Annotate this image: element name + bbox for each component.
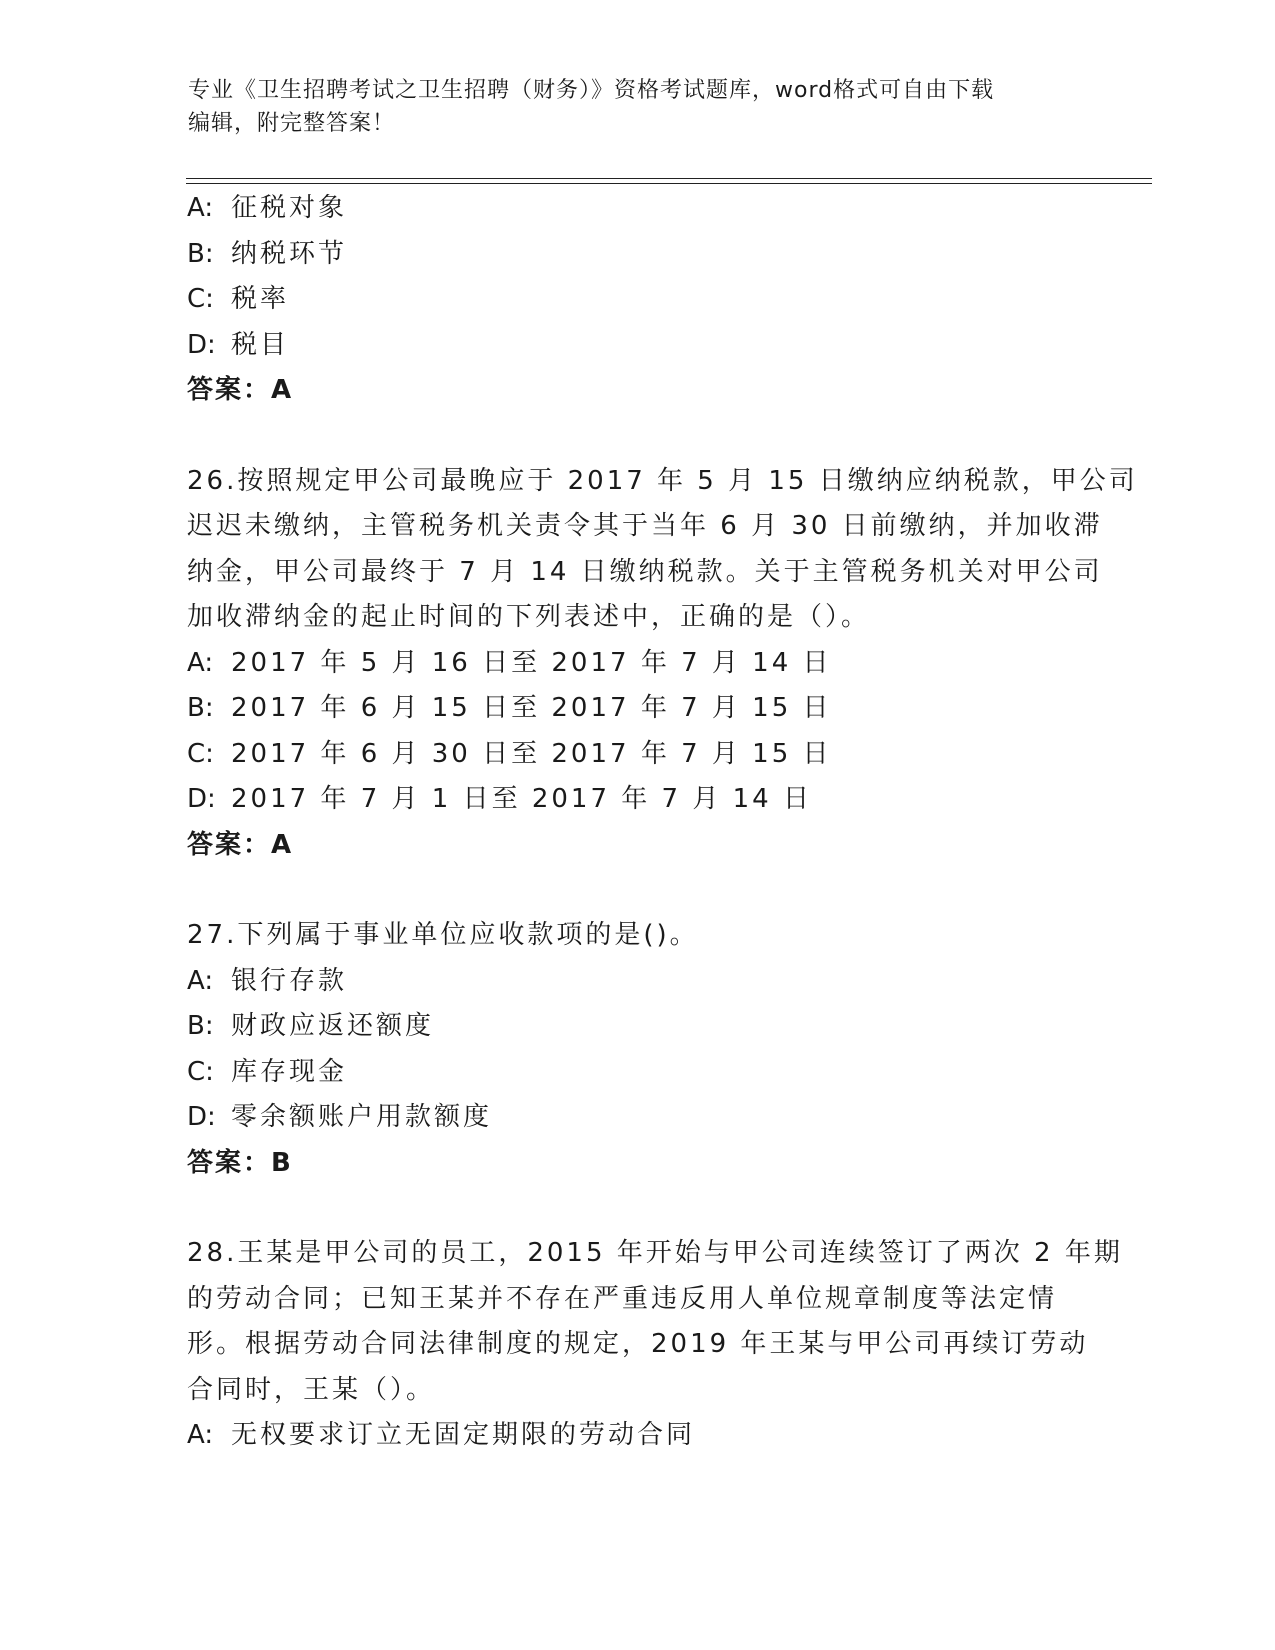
option-b: B: 纳税环节 <box>187 238 348 269</box>
question-text-line: 形。根据劳动合同法律制度的规定，2019 年王某与甲公司再续订劳动 <box>187 1329 1089 1359</box>
question-text-line: 合同时，王某（）。 <box>187 1374 436 1405</box>
option-d: D: 2017 年 7 月 1 日至 2017 年 7 月 14 日 <box>187 784 812 814</box>
question-27 <box>187 913 1087 1186</box>
header-divider-top <box>186 178 1152 179</box>
question-text-line: 加收滞纳金的起止时间的下列表述中，正确的是（）。 <box>187 602 871 632</box>
spacer <box>187 868 1087 913</box>
header-line-1: 专业《卫生招聘考试之卫生招聘（财务）》资格考试题库，word格式可自由下载 <box>188 78 995 103</box>
question-text-line: 迟迟未缴纳，主管税务机关责令其于当年 6 月 30 日前缴纳，并加收滞 <box>187 511 1103 541</box>
option-c: C: 2017 年 6 月 30 日至 2017 年 7 月 15 日 <box>187 738 832 769</box>
option-d: D: 税目 <box>187 329 290 360</box>
question-text-line: 27.下列属于事业单位应收款项的是()。 <box>187 920 699 950</box>
document-header <box>188 74 1088 140</box>
option-c: C: 税率 <box>187 284 290 314</box>
option-a: A: 征税对象 <box>187 193 348 223</box>
header-divider-bottom <box>186 183 1152 184</box>
question-content <box>187 186 1138 1459</box>
question-26 <box>187 459 1138 869</box>
answer: 答案：A <box>187 829 294 860</box>
spacer <box>187 1186 1087 1231</box>
option-c: C: 库存现金 <box>187 1056 348 1087</box>
option-b: B: 2017 年 6 月 15 日至 2017 年 7 月 15 日 <box>187 693 832 723</box>
question-28 <box>187 1231 1123 1459</box>
option-a: A: 银行存款 <box>187 965 348 996</box>
answer: 答案：B <box>187 1147 293 1178</box>
option-a: A: 无权要求订立无固定期限的劳动合同 <box>187 1420 696 1450</box>
question-text-line: 的劳动合同；已知王某并不存在严重违反用人单位规章制度等法定情 <box>187 1283 1058 1314</box>
question-text-line: 28.王某是甲公司的员工，2015 年开始与甲公司连续签订了两次 2 年期 <box>187 1238 1123 1268</box>
question-text-line: 纳金，甲公司最终于 7 月 14 日缴纳税款。关于主管税务机关对甲公司 <box>187 556 1103 587</box>
prev-question-options <box>187 186 1087 414</box>
answer: 答案：A <box>187 375 294 405</box>
option-b: B: 财政应返还额度 <box>187 1011 435 1041</box>
option-a: A: 2017 年 5 月 16 日至 2017 年 7 月 14 日 <box>187 647 832 678</box>
header-line-2: 编辑，附完整答案！ <box>188 111 396 136</box>
question-text-line: 26.按照规定甲公司最晚应于 2017 年 5 月 15 日缴纳应纳税款，甲公司 <box>187 465 1138 496</box>
spacer <box>187 414 1087 459</box>
option-d: D: 零余额账户用款额度 <box>187 1102 493 1132</box>
